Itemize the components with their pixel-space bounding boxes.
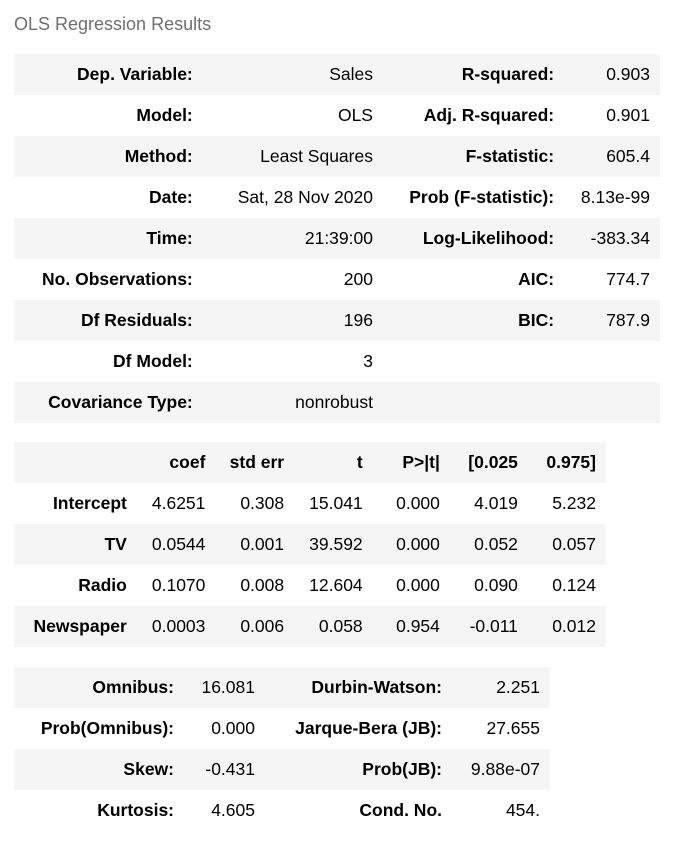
diagnostic-label: Prob(JB): bbox=[362, 759, 442, 779]
summary-value: 0.901 bbox=[606, 105, 650, 125]
summary-label: BIC: bbox=[518, 310, 555, 330]
column-header: t bbox=[356, 452, 363, 472]
column-header: 0.975] bbox=[546, 452, 596, 472]
summary-label: Method: bbox=[124, 146, 193, 166]
diagnostic-label: Prob(Omnibus): bbox=[40, 718, 174, 738]
summary-label: Prob (F-statistic): bbox=[409, 187, 555, 207]
summary-value: Sales bbox=[329, 64, 373, 84]
summary-value: nonrobust bbox=[295, 392, 373, 412]
table-cell: 0.052 bbox=[474, 534, 518, 554]
column-header: std err bbox=[229, 452, 285, 472]
diagnostic-value: 4.605 bbox=[211, 800, 255, 820]
diagnostic-label: Cond. No. bbox=[359, 800, 442, 820]
diagnostic-value: 454. bbox=[505, 800, 540, 820]
table-cell: 0.000 bbox=[396, 534, 440, 554]
diagnostic-label: Jarque-Bera (JB): bbox=[295, 718, 442, 738]
table-row bbox=[14, 54, 660, 95]
summary-value bbox=[554, 341, 660, 382]
coefficients-table bbox=[14, 442, 606, 647]
summary-label: Covariance Type: bbox=[48, 392, 193, 412]
table-cell: -0.011 bbox=[469, 616, 518, 636]
summary-value: 0.903 bbox=[606, 64, 650, 84]
table-cell: 0.1070 bbox=[151, 575, 206, 595]
diagnostic-value: 27.655 bbox=[486, 718, 540, 738]
table-cell: 4.019 bbox=[474, 493, 518, 513]
diagnostic-value: 16.081 bbox=[201, 677, 255, 697]
table-cell: 0.012 bbox=[552, 616, 596, 636]
diagnostic-label: Skew: bbox=[123, 759, 174, 779]
table-cell: 0.0003 bbox=[151, 616, 206, 636]
table-row bbox=[14, 565, 606, 606]
table-cell: 5.232 bbox=[552, 493, 596, 513]
diagnostics-table bbox=[14, 667, 550, 831]
summary-value: OLS bbox=[337, 105, 373, 125]
table-row bbox=[14, 259, 660, 300]
table-row bbox=[14, 483, 606, 524]
table-cell: 0.308 bbox=[240, 493, 285, 513]
diagnostic-value: 9.88e-07 bbox=[470, 759, 540, 779]
column-header: P>|t| bbox=[402, 452, 440, 472]
table-row bbox=[14, 300, 660, 341]
summary-value: 787.9 bbox=[606, 310, 650, 330]
summary-label: Log-Likelihood: bbox=[422, 228, 555, 248]
summary-label bbox=[373, 341, 554, 382]
summary-value: 21:39:00 bbox=[304, 228, 373, 248]
column-header: [0.025 bbox=[468, 452, 518, 472]
diagnostic-value: -0.431 bbox=[205, 759, 255, 779]
summary-value: Least Squares bbox=[260, 146, 373, 166]
diagnostic-label: Omnibus: bbox=[92, 677, 174, 697]
summary-value: 200 bbox=[343, 269, 373, 289]
summary-value: 774.7 bbox=[606, 269, 650, 289]
table-cell: 0.006 bbox=[240, 616, 285, 636]
table-row bbox=[14, 667, 550, 708]
summary-label bbox=[373, 382, 554, 423]
summary-label: Time: bbox=[146, 228, 193, 248]
table-row bbox=[14, 136, 660, 177]
column-header bbox=[14, 442, 137, 483]
diagnostic-label: Durbin-Watson: bbox=[311, 677, 442, 697]
summary-label: Adj. R-squared: bbox=[423, 105, 555, 125]
column-header: coef bbox=[169, 452, 206, 472]
table-cell: 0.0544 bbox=[151, 534, 206, 554]
table-row bbox=[14, 341, 660, 382]
table-row bbox=[14, 708, 550, 749]
row-label: Intercept bbox=[52, 493, 127, 513]
summary-value bbox=[554, 382, 660, 423]
table-cell: 0.001 bbox=[240, 534, 285, 554]
summary-label: Model: bbox=[136, 105, 193, 125]
summary-label: R-squared: bbox=[461, 64, 555, 84]
summary-value: 196 bbox=[343, 310, 373, 330]
table-cell: 0.058 bbox=[318, 616, 363, 636]
table-cell: 0.000 bbox=[396, 575, 440, 595]
summary-label: No. Observations: bbox=[42, 269, 193, 289]
table-cell: 0.090 bbox=[474, 575, 518, 595]
table-cell: 0.008 bbox=[240, 575, 285, 595]
summary-label: Dep. Variable: bbox=[77, 64, 193, 84]
summary-label: Df Residuals: bbox=[80, 310, 193, 330]
diagnostic-label: Kurtosis: bbox=[97, 800, 174, 820]
row-label: Radio bbox=[78, 575, 127, 595]
table-row bbox=[14, 218, 660, 259]
summary-value: 8.13e-99 bbox=[580, 187, 650, 207]
table-row bbox=[14, 524, 606, 565]
table-row bbox=[14, 749, 550, 790]
table-cell: 15.041 bbox=[309, 493, 363, 513]
row-label: Newspaper bbox=[33, 616, 127, 636]
summary-value: Sat, 28 Nov 2020 bbox=[237, 187, 373, 207]
table-cell: 0.000 bbox=[396, 493, 440, 513]
table-row bbox=[14, 95, 660, 136]
table-row bbox=[14, 790, 550, 831]
summary-value: 605.4 bbox=[606, 146, 650, 166]
summary-label: Date: bbox=[149, 187, 193, 207]
summary-value: -383.34 bbox=[590, 228, 650, 248]
summary-value: 3 bbox=[363, 351, 373, 371]
table-cell: 0.954 bbox=[396, 616, 440, 636]
row-label: TV bbox=[104, 534, 127, 554]
table-cell: 4.6251 bbox=[151, 493, 206, 513]
model-summary-table bbox=[14, 54, 660, 423]
table-header-row bbox=[14, 442, 606, 483]
table-row bbox=[14, 606, 606, 647]
diagnostic-value: 0.000 bbox=[211, 718, 255, 738]
table-row bbox=[14, 177, 660, 218]
table-cell: 0.124 bbox=[552, 575, 596, 595]
summary-label: Df Model: bbox=[113, 351, 193, 371]
table-caption: OLS Regression Results bbox=[14, 14, 212, 34]
table-cell: 39.592 bbox=[309, 534, 363, 554]
table-cell: 0.057 bbox=[552, 534, 596, 554]
diagnostic-value: 2.251 bbox=[496, 677, 540, 697]
summary-label: F-statistic: bbox=[465, 146, 555, 166]
table-cell: 12.604 bbox=[309, 575, 363, 595]
table-row bbox=[14, 382, 660, 423]
summary-label: AIC: bbox=[518, 269, 555, 289]
